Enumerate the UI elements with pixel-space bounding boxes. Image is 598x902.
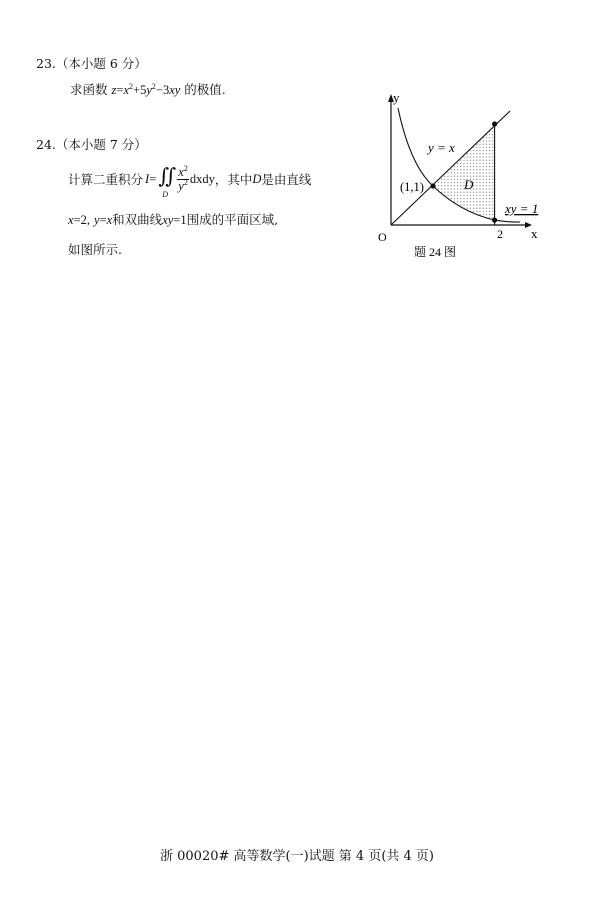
q23-header bbox=[36, 54, 147, 72]
q24-hyp-xy: xy bbox=[162, 213, 174, 227]
page-footer: 浙 00020# 高等数学(一)试题 第 4 页(共 4 页) bbox=[160, 849, 435, 864]
q24-and-hyperbola: 和双曲线 bbox=[112, 212, 163, 227]
double-integral-icon: ∬ bbox=[158, 164, 171, 188]
q24-numerator: $x^2$ bbox=[178, 163, 188, 179]
q24-sep: , bbox=[86, 213, 90, 227]
q23-func-eq: = bbox=[116, 83, 124, 97]
q24-hyp-eq: = bbox=[173, 213, 181, 227]
q24-line2 bbox=[68, 210, 278, 228]
q24-integral-region: D bbox=[162, 190, 169, 199]
label-region-d: D bbox=[464, 177, 474, 192]
q24-header bbox=[36, 135, 147, 153]
q24-hyp-one: 1 bbox=[180, 213, 187, 227]
q24-line1-val: 2 bbox=[80, 213, 87, 227]
q24-line2-x: x bbox=[106, 213, 113, 227]
q24-fraction bbox=[177, 163, 189, 193]
q24-region: D bbox=[252, 171, 262, 186]
point-1-1 bbox=[430, 183, 435, 188]
label-line-y-x: y = x bbox=[428, 140, 455, 155]
point-bottom bbox=[492, 218, 497, 223]
label-point-1-1: (1,1) bbox=[400, 180, 424, 194]
figure-24 bbox=[360, 85, 560, 265]
q24-I: I bbox=[145, 171, 150, 186]
q23-term-xy: xy bbox=[169, 83, 181, 97]
q23-body bbox=[70, 80, 226, 98]
label-origin: O bbox=[378, 230, 387, 244]
label-tick-2: 2 bbox=[497, 227, 503, 241]
q23-power: 2 bbox=[151, 82, 156, 91]
q24-as-shown: 如图所示. bbox=[68, 242, 122, 257]
q24-line2-eq: = bbox=[99, 213, 107, 227]
label-hyperbola: xy = 1 bbox=[505, 201, 539, 216]
q24-dxdy: dxdy bbox=[189, 171, 215, 186]
q24-bounded: 是由直线 bbox=[261, 172, 312, 187]
q23-coef5: 5 bbox=[140, 83, 147, 97]
point-top bbox=[492, 121, 497, 126]
q23-minus: − bbox=[155, 83, 163, 97]
q24-eq: = bbox=[149, 171, 157, 186]
q24-double-integral bbox=[158, 164, 175, 199]
q23-coef3: 3 bbox=[162, 83, 170, 97]
q23-plus: + bbox=[133, 83, 141, 97]
figure-caption: 题 24 图 bbox=[414, 245, 457, 259]
q24-enclosed: 围成的平面区域, bbox=[186, 212, 279, 227]
q24-prompt: 计算二重积分 bbox=[68, 172, 144, 187]
q23-number: 23. bbox=[36, 56, 56, 71]
q23-term-x: x bbox=[123, 83, 129, 97]
q24-line1 bbox=[68, 161, 311, 197]
q24-number: 24. bbox=[36, 137, 56, 152]
q24-denominator: $y^2$ bbox=[178, 177, 188, 193]
q24-line1-x: x bbox=[68, 213, 74, 227]
region-d-shading bbox=[433, 124, 495, 220]
label-x-axis: x bbox=[531, 226, 538, 241]
q24-points: （本小题 7 分） bbox=[55, 137, 147, 152]
q24-line1-eq: = bbox=[73, 213, 81, 227]
q23-term-y: y bbox=[146, 83, 152, 97]
q23-prompt: 求函数 bbox=[70, 82, 108, 97]
q24-line2-y: y bbox=[93, 213, 100, 227]
q23-func-lhs: z bbox=[111, 83, 117, 97]
q24-where: ，其中 bbox=[214, 172, 253, 187]
q23-suffix: 的极值. bbox=[184, 82, 226, 97]
q24-line3 bbox=[68, 240, 122, 258]
label-y-axis: y bbox=[393, 90, 400, 105]
q23-points: （本小题 6 分） bbox=[55, 56, 147, 71]
q23-power: 2 bbox=[129, 82, 133, 91]
